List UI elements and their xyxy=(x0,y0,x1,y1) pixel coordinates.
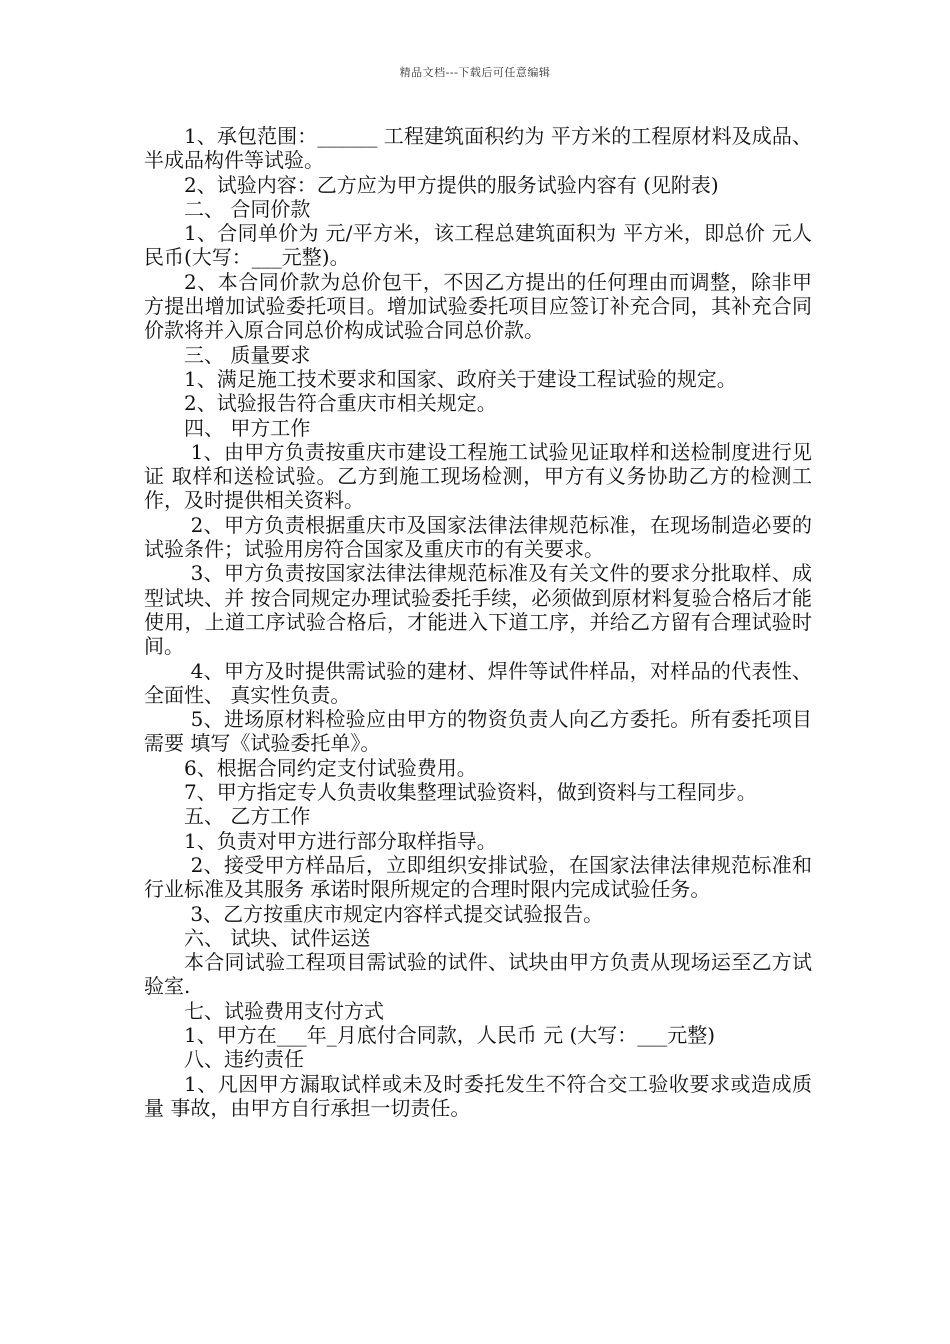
paragraph: 1、满足施工技术要求和国家、政府关于建设工程试验的规定。 xyxy=(184,366,737,391)
paragraph: 1、负责对甲方进行部分取样指导。 xyxy=(184,828,497,853)
paragraph: 4、甲方及时提供需试验的建材、焊件等试件样品，对样品的代表性、全面性、 真实性负责。 xyxy=(144,658,812,707)
paragraph: 3、甲方负责按国家法律法律规范标准及有关文件的要求分批取样、成型试块、并 按合同规定办理试验委托手续，必须做到原材料复验合格后才能使用，上道工序试验合格后，才能进入下道工序，并给乙方留有合理试验时间。 xyxy=(144,561,812,659)
section-heading: 三、 质量要求 xyxy=(184,342,311,367)
paragraph: 5、进场原材料检验应由甲方的物资负责人向乙方委托。所有委托项目需要 填写《试验委托单》。 xyxy=(144,707,812,756)
paragraph: 1、由甲方负责按重庆市建设工程施工试验见证取样和送检制度进行见证 取样和送检试验。乙方到施工现场检测，甲方有义务协助乙方的检测工作，及时提供相关资料。 xyxy=(144,439,812,513)
paragraph: 1、甲方在___年_月底付合同款，人民币 元 (大写：___元整) xyxy=(184,1022,716,1047)
section-heading: 六、 试块、试件运送 xyxy=(184,925,371,950)
paragraph: 2、甲方负责根据重庆市及国家法律法律规范标准，在现场制造必要的试验条件；试验用房符合国家及重庆市的有关要求。 xyxy=(144,512,812,562)
paragraph: 本合同试验工程项目需试验的试件、试块由甲方负责从现场运至乙方试验室. xyxy=(144,950,812,999)
paragraph: 2、试验报告符合重庆市相关规定。 xyxy=(184,391,497,416)
paragraph: 7、甲方指定专人负责收集整理试验资料，做到资料与工程同步。 xyxy=(184,780,757,805)
paragraph: 2、接受甲方样品后，立即组织安排试验，在国家法律法律规范标准和行业标准及其服务 承诺时限所规定的合理时限内完成试验任务。 xyxy=(144,852,812,902)
section-heading: 五、 乙方工作 xyxy=(184,804,311,829)
section-heading: 四、 甲方工作 xyxy=(184,415,311,440)
section-heading: 八、违约责任 xyxy=(184,1047,304,1072)
paragraph: 3、乙方按重庆市规定内容样式提交试验报告。 xyxy=(184,901,604,926)
document-body xyxy=(144,124,812,1120)
paragraph: 6、根据合同约定支付试验费用。 xyxy=(184,755,477,780)
paragraph: 1、凡因甲方漏取试样或未及时委托发生不符合交工验收要求或造成质量 事故，由甲方自行承担一切责任。 xyxy=(144,1071,812,1120)
paragraph: 2、试验内容：乙方应为甲方提供的服务试验内容有 (见附表) xyxy=(184,172,719,197)
section-heading: 二、 合同价款 xyxy=(184,196,311,221)
paragraph: 2、本合同价款为总价包干，不因乙方提出的任何理由而调整，除非甲方提出增加试验委托项目。增加试验委托项目应签订补充合同，其补充合同价款将并入原合同总价构成试验合同总价款。 xyxy=(144,269,812,343)
paragraph: 1、承包范围：______ 工程建筑面积约为 平方米的工程原材料及成品、半成品构件等试验。 xyxy=(144,124,812,173)
paragraph: 1、合同单价为 元/平方米，该工程总建筑面积为 平方米，即总价 元人民币(大写：___元整)。 xyxy=(144,221,812,270)
page-header: 精品文档---下载后可任意编辑 xyxy=(399,66,551,79)
section-heading: 七、试验费用支付方式 xyxy=(184,998,384,1023)
